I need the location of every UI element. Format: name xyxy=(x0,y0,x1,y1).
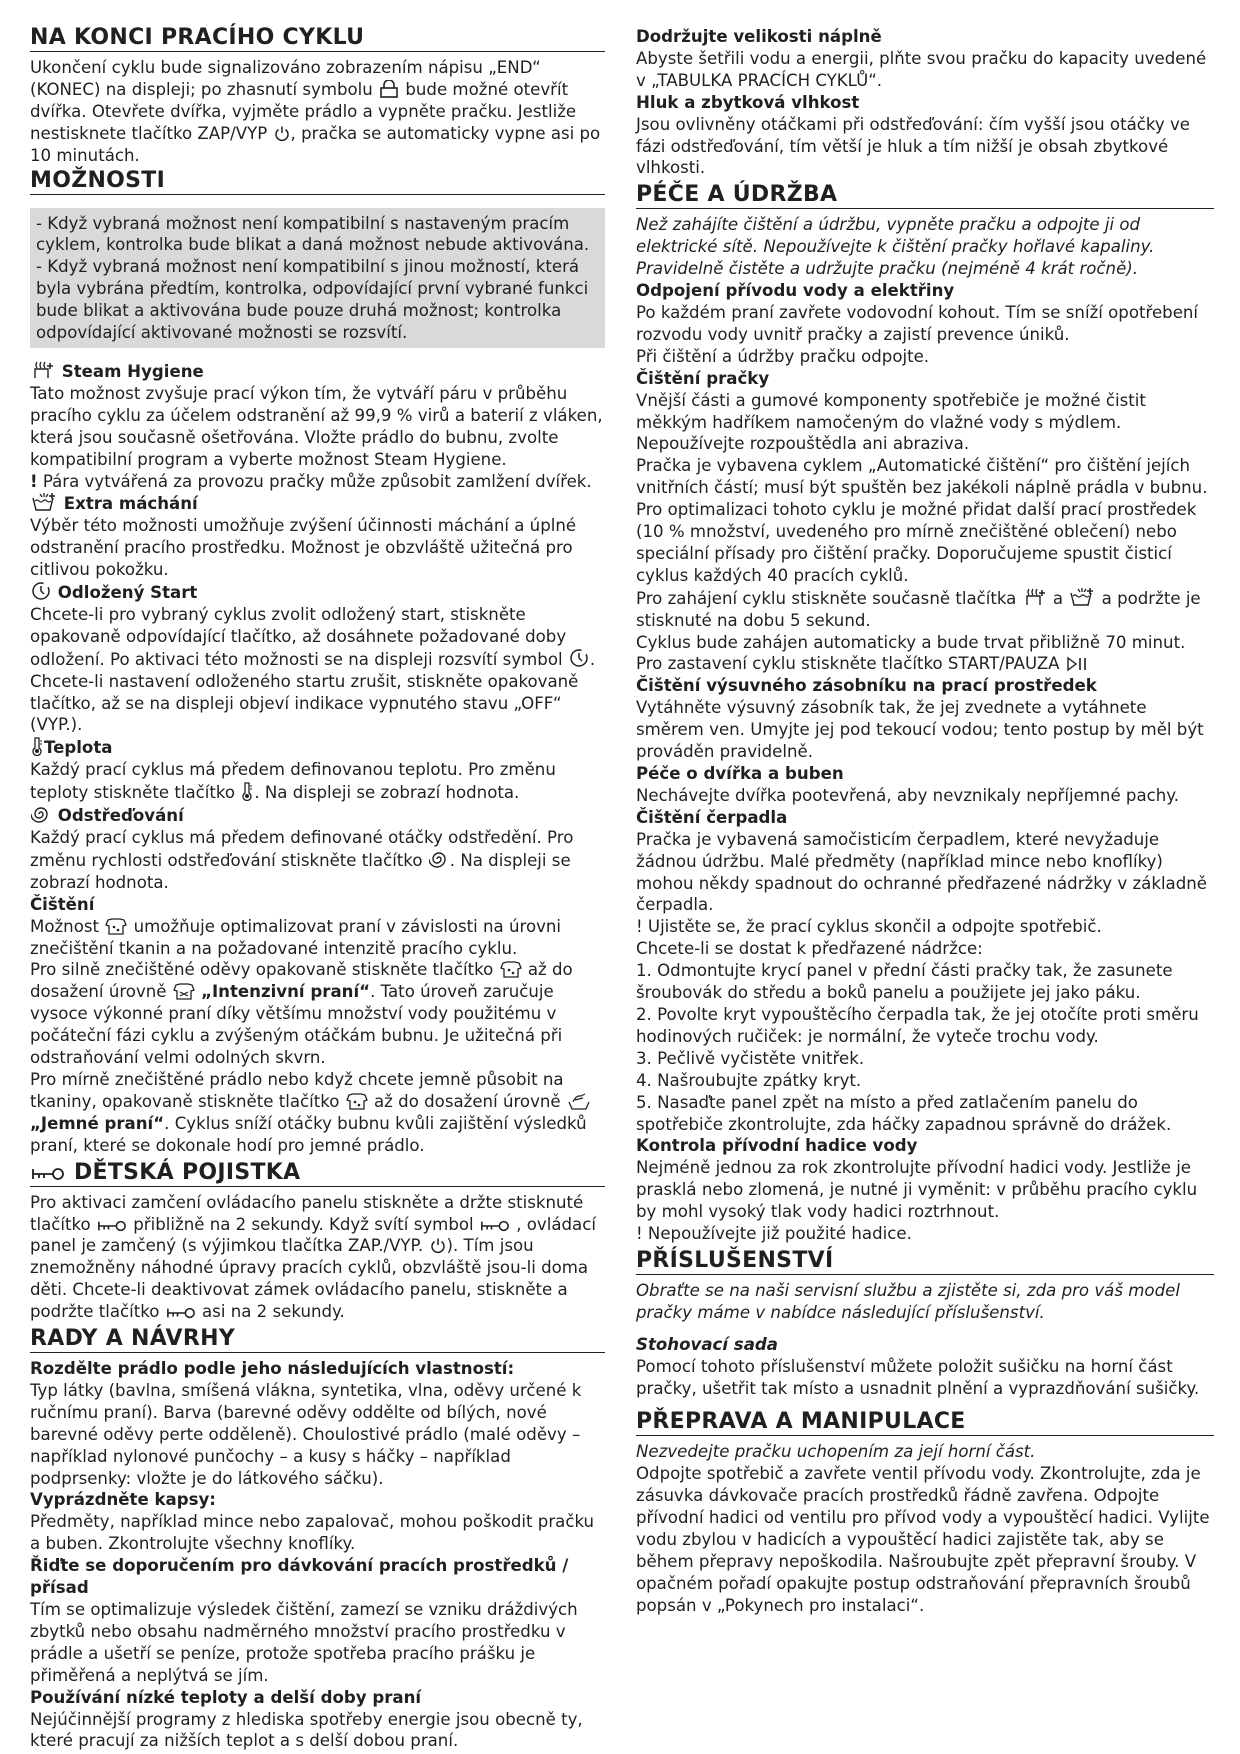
pockets-heading: Vyprázdněte kapsy: xyxy=(30,1490,216,1510)
stacking-kit-heading: Stohovací sada xyxy=(636,1334,778,1354)
right-column xyxy=(636,26,1214,1617)
gentle-wash-icon xyxy=(567,1092,591,1110)
section-title-transport: PŘEPRAVA A MANIPULACE xyxy=(636,1409,1214,1436)
options-note-box xyxy=(30,208,605,348)
soil-level-icon xyxy=(105,917,127,935)
pump-text-3: Chcete-li se dostat k předřazené nádržce: xyxy=(636,939,983,959)
section-title-options: MOŽNOSTI xyxy=(30,168,605,195)
text-span: DĚTSKÁ POJISTKA xyxy=(73,1159,301,1185)
extra-rinse-heading xyxy=(30,492,605,515)
pump-step-5: 5. Nasaďte panel zpět na místo a před zatlačením panelu do spotřebiče zkontrolujte, zda háčky zapadnou správně do drážek. xyxy=(636,1092,1172,1134)
cleaning-text-3 xyxy=(30,1069,605,1157)
load-text: Abyste šetřili vodu a energii, plňte svou pračku do kapacity uvedené v „TABULKA PRACÍCH CYKLŮ“. xyxy=(636,48,1207,90)
soil-level-icon xyxy=(500,960,522,978)
delay-start-text xyxy=(30,604,605,736)
noise-text: Jsou ovlivněny otáčkami při odstřeďování: čím vyšší jsou otáčky ve fázi odstřeďování, tím větší je hluk a tím nižší je obsah zbytkové vlhkosti. xyxy=(636,114,1191,178)
washer-cleaning-text-4 xyxy=(636,587,1214,632)
hose-text-2: ! Nepoužívejte již použité hadice. xyxy=(636,1224,912,1244)
text-span: Pro mírně znečištěné prádlo nebo když chcete jemně působit na tkaniny, opakovaně stiskněte tlačítko xyxy=(30,1069,564,1111)
door-heading: Péče o dvířka a buben xyxy=(636,764,844,783)
text-span: Odložený Start xyxy=(57,583,198,603)
pump-step-4: 4. Našroubujte zpátky kryt. xyxy=(636,1070,862,1090)
thermometer-icon xyxy=(31,736,43,756)
text-span: Teplota xyxy=(44,738,113,758)
pockets-text: Předměty, například mince nebo zapalovač, mohou poškodit pračku a buben. Zkontrolujte všechny knoflíky. xyxy=(30,1512,595,1554)
end-of-cycle-text xyxy=(30,57,605,167)
text-span: umožňuje optimalizovat praní v závislosti na úrovni znečištění tkanin a na požadované intenzitě pracího cyklu. xyxy=(30,916,562,958)
text-span: „Jemné praní“ xyxy=(30,1113,165,1133)
washer-cleaning-heading: Čištění pračky xyxy=(636,368,770,388)
transport-intro: Nezvedejte pračku uchopením za její horní část. xyxy=(636,1442,1036,1462)
text-span: „Intenzivní praní“ xyxy=(201,982,371,1002)
low-temp-heading: Používání nízké teploty a delší doby praní xyxy=(30,1687,422,1707)
text-span: , pračka se automaticky vypne asi po 10 minutách. xyxy=(30,123,601,165)
text-span: Možnost xyxy=(30,916,100,936)
pump-step-1: 1. Odmontujte krycí panel v přední části pračky tak, že zasunete šroubovák do středu a boků panelu a použijete jej jako páku. xyxy=(636,961,1173,1003)
low-temp-text: Nejúčinnější programy z hlediska spotřeby energie jsou obecně ty, které pracují za nižších teplot a s delší dobou praní. xyxy=(30,1709,583,1751)
cleaning-text-1 xyxy=(30,916,605,960)
delay-start-icon xyxy=(31,581,51,601)
text-span: Pro aktivaci zamčení ovládacího panelu stiskněte a držte stisknuté tlačítko xyxy=(30,1192,584,1234)
text-span: . Tato úroveň zaručuje vysoce výkonné praní díky většímu množství vody použitému v počáteční fázi cyklu a zvýšeným otáčkám bubnu. Je užitečná při odstraňování velmi odolných skvrn. xyxy=(30,982,563,1068)
soil-level-icon xyxy=(346,1092,368,1110)
door-text: Nechávejte dvířka pootevřená, aby nevznikaly nepříjemné pachy. xyxy=(636,785,1179,805)
text-span: a xyxy=(1052,588,1064,608)
child-lock-text xyxy=(30,1192,605,1323)
text-span: . Chcete-li nastavení odloženého startu zrušit, stiskněte opakovaně tlačítko, až se na displeji objeví indikace vypnutého stavu „OFF“ (VYP.). xyxy=(30,649,596,735)
text-span: a podržte je stisknuté na dobu 5 sekund. xyxy=(636,588,1201,630)
text-span: Steam Hygiene xyxy=(61,361,204,381)
hose-text-1: Nejméně jednou za rok zkontrolujte přívodní hadici vody. Jestliže je prasklá nebo zlomená, je nutné ji vyměnit: v průběhu pracího cyklu by mohl vysoký tlak vody hadici roztrhnout. xyxy=(636,1158,1198,1222)
accessories-intro: Obraťte se na naši servisní službu a zjistěte si, zda pro váš model pračky máme v nabídce následující příslušenství. xyxy=(636,1280,1180,1322)
child-lock-key-icon xyxy=(31,1166,65,1182)
play-pause-icon xyxy=(1066,656,1090,672)
disconnect-text-2: Při čištění a údržby pračku odpojte. xyxy=(636,346,930,366)
steam-hygiene-icon xyxy=(31,360,55,380)
disconnect-heading: Odpojení přívodu vody a elektřiny xyxy=(636,281,955,301)
extra-rinse-icon xyxy=(31,492,57,512)
pump-text-2: ! Ujistěte se, že prací cyklus skončil a odpojte spotřebič. xyxy=(636,917,1102,937)
stacking-kit-text: Pomocí tohoto příslušenství můžete položit sušičku na horní část pračky, ušetřit tak místo a usnadnit plnění a vyprazdňování sušičky. xyxy=(636,1356,1200,1398)
extra-rinse-icon xyxy=(1069,587,1095,607)
text-span: , ovládací panel je zamčený (s výjimkou tlačítka ZAP./VYP. xyxy=(30,1214,596,1256)
text-span: Pro silně znečištěné oděvy opakovaně stiskněte tlačítko xyxy=(30,960,494,980)
steam-hygiene-icon xyxy=(1023,587,1047,607)
options-note-2: - Když vybraná možnost není kompatibilní s jinou možností, která byla vybrána předtím, kontrolka, odpovídající první vybrané funkci bude blikat a aktivována bude pouze druhá možnost; kontrolka odpovídající aktivované možnosti se rozsvítí. xyxy=(36,257,589,343)
care-intro: Než zahájíte čištění a údržbu, vypněte pračku a odpojte ji od elektrické sítě. Nepoužívejte k čištění pračky hořlavé kapaliny. Pravidelně čistěte a udržujte pračku (nejméně 4 krát ročně). xyxy=(636,215,1155,279)
steam-warning xyxy=(30,471,605,493)
cleaning-text-2 xyxy=(30,959,605,1069)
text-span: Pára vytvářená za provozu pračky může způsobit zamlžení dvířek. xyxy=(37,471,592,491)
dosage-text: Tím se optimalizuje výsledek čištění, zamezí se vzniku dráždivých zbytků nebo obsahu nadměrného množství pracího prostředku v prádle a ušetří se peníze, protože spotřeba pracího prášku je přiměřená a neplýtvá se jím. xyxy=(30,1600,578,1685)
text-span: Cyklus bude zahájen automaticky a bude trvat přibližně 70 minut. Pro zastavení cyklu stiskněte tlačítko START/PAUZA xyxy=(636,632,1186,674)
text-span: . Na displeji se zobrazí hodnota. xyxy=(254,783,520,803)
text-span: asi na 2 sekundy. xyxy=(202,1302,345,1322)
washer-cleaning-text-2: Pračka je vybavena cyklem „Automatické čištění“ pro čištění jejích vnitřních částí; musí být spuštěn bez jakékoli náplně prádla v bubnu. xyxy=(636,456,1208,498)
dosage-heading: Řiďte se doporučením pro dávkování pracích prostředků / přísad xyxy=(30,1556,569,1598)
spin-icon xyxy=(31,804,51,824)
pump-step-3: 3. Pečlivě vyčistěte vnitřek. xyxy=(636,1048,865,1068)
transport-text: Odpojte spotřebič a zavřete ventil přívodu vody. Zkontrolujte, zda je zásuvka dávkovače pracích prostředků řádně zavřena. Odpojte přívodní hadici od ventilu pro přívod vody a vypouštěcí hadici. Vylijte vodu zbylou v hadicích a vypouštěcí hadici zajistěte tak, aby se během přepravy nepoškodila. Našroubujte zpět přepravní šrouby. V opačném pořadí opakujte postup odstraňování přepravních šroubů popsán v „Pokynech pro instalaci“. xyxy=(636,1464,1210,1615)
drawer-heading: Čištění výsuvného zásobníku na prací prostředek xyxy=(636,676,1097,696)
text-span: až do dosažení úrovně xyxy=(374,1091,561,1111)
section-title-child-lock xyxy=(30,1160,605,1187)
text-span: až do dosažení úrovně xyxy=(30,960,573,1002)
power-icon xyxy=(430,1237,446,1254)
pump-step-2: 2. Povolte kryt vypouštěcího čerpadla tak, že jej otočíte proti směru hodinových ručiček: je normální, že vyteče trochu vody. xyxy=(636,1004,1199,1046)
power-icon xyxy=(274,125,290,142)
text-span: bude možné otevřít dvířka. Otevřete dvířka, vyjměte prádlo a vypněte pračku. Jestliže nestisknete tlačítko ZAP/VYP xyxy=(30,79,577,143)
sort-heading: Rozdělte prádlo podle jeho následujících vlastností: xyxy=(30,1359,515,1379)
lock-icon xyxy=(379,80,399,98)
spin-icon xyxy=(429,849,449,869)
text-span: Každý prací cyklus má předem definovanou teplotu. Pro změnu teploty stiskněte tlačítko xyxy=(30,760,556,803)
steam-hygiene-text: Tato možnost zvyšuje prací výkon tím, že vytváří páru v průběhu pracího cyklu za účelem odstranění až 99,9 % virů a baterií z vláken, která jsou současně ošetřována. Vložte prádlo do bubnu, zvolte kompatibilní program a vyberte možnost Steam Hygiene. xyxy=(30,383,603,469)
cleaning-heading: Čištění xyxy=(30,894,95,914)
sort-text: Typ látky (bavlna, smíšená vlákna, syntetika, vlna, oděvy určené k ručnímu praní). Barva (barevné oděvy oddělte od bílých, nové barevné oděvy perte odděleně). Choulostivé prádlo (malé oděvy – například nylonové punčochy – a kusy s háčky – například podprsenky: vložte je do látkového sáčku). xyxy=(30,1380,582,1488)
section-title-tips: RADY A NÁVRHY xyxy=(30,1326,605,1353)
options-note-1: - Když vybraná možnost není kompatibilní s nastaveným pracím cyklem, kontrolka bude blikat a daná možnost nebude aktivována. xyxy=(36,213,590,255)
delay-start-icon xyxy=(569,648,589,668)
text-span: Každý prací cyklus má předem definované otáčky odstředění. Pro změnu rychlosti odstřeďování stiskněte tlačítko xyxy=(30,828,574,870)
left-column xyxy=(30,22,605,1752)
washer-cleaning-text-3: Pro optimalizaci tohoto cyklu je možné přidat další prací prostředek (10 % množství, uvedeného pro mírně znečištěné oblečení) nebo speciální přísady pro čištění pračky. Doporučujeme spustit čisticí cyklus každých 40 pracích cyklů. xyxy=(636,500,1197,585)
text-span: Pro zahájení cyklu stiskněte současně tlačítka xyxy=(636,588,1017,608)
warning-mark: ! xyxy=(30,471,38,491)
child-lock-key-icon xyxy=(97,1219,127,1233)
text-span: . Cyklus sníží otáčky bubnu kvůli zajištění výsledků praní, které se dokonale hodí pro jemné prádlo. xyxy=(30,1113,587,1155)
text-span: přibližně na 2 sekundy. Když svítí symbol xyxy=(133,1214,474,1234)
text-span: Ukončení cyklu bude signalizováno zobrazením nápisu „END“ (KONEC) na displeji; po zhasnutí symbolu xyxy=(30,58,541,99)
disconnect-text-1: Po každém praní zavřete vodovodní kohout. Tím se sníží opotřebení rozvodu vody uvnitř pračky a zajistí prevence úniků. xyxy=(636,302,1199,344)
section-title-care: PÉČE A ÚDRŽBA xyxy=(636,182,1214,209)
text-span: Odstřeďování xyxy=(57,806,184,826)
spin-text xyxy=(30,827,605,894)
temperature-text xyxy=(30,759,605,804)
child-lock-key-icon xyxy=(480,1219,510,1233)
section-title-accessories: PŘÍSLUŠENSTVÍ xyxy=(636,1248,1214,1275)
intensive-wash-icon xyxy=(173,982,195,1000)
child-lock-key-icon xyxy=(166,1306,196,1320)
steam-hygiene-heading xyxy=(30,360,605,383)
extra-rinse-text: Výběr této možnosti umožňuje zvýšení účinnosti máchání a úplné odstranění pracího prostředku. Možnost je obzvláště užitečná pro citlivou pokožku. xyxy=(30,516,577,580)
drawer-text: Vytáhněte výsuvný zásobník tak, že jej zvednete a vytáhnete směrem ven. Umyjte jej pod tekoucí vodou; tento postup by měl být prováděn pravidelně. xyxy=(636,698,1204,762)
washer-cleaning-text-5 xyxy=(636,632,1214,676)
load-heading: Dodržujte velikosti náplně xyxy=(636,27,882,46)
text-span: . Na displeji se zobrazí hodnota. xyxy=(30,850,571,892)
thermometer-icon xyxy=(241,781,253,801)
pump-text-1: Pračka je vybavená samočisticím čerpadlem, které nevyžaduje žádnou údržbu. Malé předměty (například mince nebo knoflíky) mohou někdy spadnout do ochranné předřazené nádržky v základně čerpadla. xyxy=(636,829,1207,915)
spin-heading xyxy=(30,804,605,827)
noise-heading: Hluk a zbytková vlhkost xyxy=(636,92,860,112)
hose-heading: Kontrola přívodní hadice vody xyxy=(636,1136,918,1156)
temperature-heading xyxy=(30,736,605,759)
text-span: Chcete-li pro vybraný cyklus zvolit odložený start, stiskněte opakovaně odpovídající tlačítko, až dosáhnete požadované doby odložení. Po aktivaci této možnosti se na displeji rozsvítí symbol xyxy=(30,604,567,669)
text-span: Extra máchání xyxy=(63,494,198,514)
pump-heading: Čištění čerpadla xyxy=(636,807,788,827)
washer-cleaning-text-1: Vnější části a gumové komponenty spotřebiče je možné čistit měkkým hadříkem namočeným do vlažné vody s mýdlem. Nepoužívejte rozpouštědla ani abraziva. xyxy=(636,390,1146,454)
delay-start-heading xyxy=(30,581,605,604)
text-span: ). Tím jsou znemožněny náhodné úpravy pracích cyklů, obzvláště jsou-li doma děti. Chcete-li deaktivovat zámek ovládacího panelu, stiskněte a podržte tlačítko xyxy=(30,1236,589,1322)
section-title-end-of-cycle: NA KONCI PRACÍHO CYKLU xyxy=(30,25,605,52)
